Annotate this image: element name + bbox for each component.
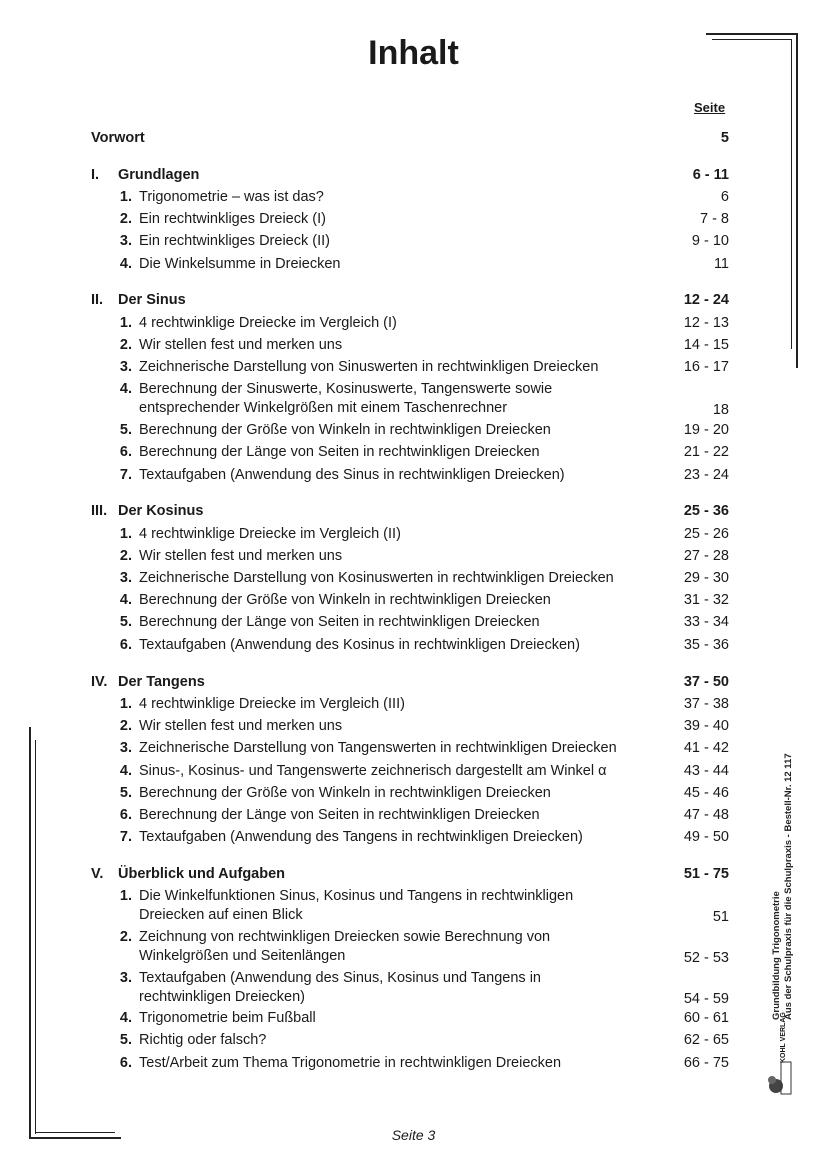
toc-item (0, 828, 827, 847)
item-title-line: Textaufgaben (Anwendung des Sinus in rechtwinkligen Dreiecken) (139, 467, 565, 483)
item-pages: 18 (712, 402, 729, 418)
section-title: Überblick und Aufgaben (118, 866, 286, 882)
sidebar-line-1: Grundbildung Trigonometrie (771, 891, 782, 1020)
toc-item (0, 784, 827, 803)
item-title-line: Winkelgrößen und Seitenlängen (139, 948, 346, 964)
toc-item (0, 969, 827, 1007)
item-number: 6. (119, 807, 132, 823)
toc-item (0, 739, 827, 758)
item-number: 3. (119, 740, 132, 756)
item-pages: 6 (720, 189, 729, 205)
item-number: 2. (119, 211, 132, 227)
item-pages: 16 - 17 (683, 359, 729, 375)
item-title-line: 4 rechtwinklige Dreiecke im Vergleich (II) (139, 526, 401, 542)
item-number: 6. (119, 1055, 132, 1071)
item-pages: 62 - 65 (683, 1032, 729, 1048)
section-pages: 6 - 11 (692, 167, 729, 183)
item-number: 4. (119, 256, 132, 272)
toc-item (0, 443, 827, 462)
item-title-line: Test/Arbeit zum Thema Trigonometrie in rechtwinkligen Dreiecken (139, 1055, 562, 1071)
item-title-line: Sinus-, Kosinus- und Tangenswerte zeichnerisch dargestellt am Winkel α (139, 763, 607, 779)
item-pages: 52 - 53 (683, 950, 729, 966)
item-number: 4. (119, 1010, 132, 1026)
item-pages: 27 - 28 (683, 548, 729, 564)
item-pages: 12 - 13 (683, 315, 729, 331)
item-title-line: Berechnung der Sinuswerte, Kosinuswerte, Tangenswerte sowie (139, 381, 553, 397)
vorwort-pages: 5 (720, 130, 729, 146)
item-number: 7. (119, 467, 132, 483)
toc-item (0, 613, 827, 632)
item-pages: 49 - 50 (683, 829, 729, 845)
item-title-line: Berechnung der Länge von Seiten in rechtwinkligen Dreiecken (139, 444, 540, 460)
item-title-line: Zeichnerische Darstellung von Kosinuswerten in rechtwinkligen Dreiecken (139, 570, 614, 586)
item-title-line: Zeichnerische Darstellung von Sinuswerten in rechtwinkligen Dreiecken (139, 359, 599, 375)
toc-item (0, 380, 827, 418)
item-number: 7. (119, 829, 132, 845)
item-pages: 35 - 36 (683, 637, 729, 653)
item-number: 2. (119, 337, 132, 353)
item-title-line: Zeichnerische Darstellung von Tangenswerten in rechtwinkligen Dreiecken (139, 740, 617, 756)
toc-item (0, 1009, 827, 1028)
item-pages: 19 - 20 (683, 422, 729, 438)
item-title-line: Richtig oder falsch? (139, 1032, 267, 1048)
vorwort-label: Vorwort (91, 130, 145, 146)
item-pages: 60 - 61 (683, 1010, 729, 1026)
item-title-line: Ein rechtwinkliges Dreieck (I) (139, 211, 326, 227)
toc-item (0, 188, 827, 207)
item-number: 3. (119, 570, 132, 586)
toc-item (0, 1054, 827, 1073)
item-title-line: rechtwinkligen Dreiecken) (139, 989, 306, 1005)
item-pages: 31 - 32 (683, 592, 729, 608)
item-pages: 25 - 26 (683, 526, 729, 542)
toc-item (0, 421, 827, 440)
item-pages: 7 - 8 (699, 211, 729, 227)
item-title-line: Berechnung der Größe von Winkeln in rechtwinkligen Dreiecken (139, 785, 551, 801)
item-number: 3. (119, 233, 132, 249)
publisher-sidebar (771, 720, 811, 1020)
toc-item (0, 887, 827, 925)
item-title-line: Berechnung der Länge von Seiten in rechtwinkligen Dreiecken (139, 807, 540, 823)
item-number: 5. (119, 422, 132, 438)
item-title-line: Dreiecken auf einen Blick (139, 907, 303, 923)
item-number: 5. (119, 614, 132, 630)
publisher-logo-icon (766, 1058, 796, 1096)
item-title-line: 4 rechtwinklige Dreiecke im Vergleich (III) (139, 696, 405, 712)
section-number: II. (91, 292, 104, 308)
toc-item (0, 336, 827, 355)
sidebar-line-2: Aus der Schulpraxis für die Schulpraxis - Bestell-Nr. 12 117 (783, 753, 794, 1020)
toc-item (0, 695, 827, 714)
item-number: 5. (119, 785, 132, 801)
item-number: 4. (119, 763, 132, 779)
item-title-line: 4 rechtwinklige Dreiecke im Vergleich (I) (139, 315, 397, 331)
item-pages: 23 - 24 (683, 467, 729, 483)
section-number: V. (91, 866, 104, 882)
toc-item (0, 591, 827, 610)
item-pages: 43 - 44 (683, 763, 729, 779)
item-title-line: Berechnung der Größe von Winkeln in rechtwinkligen Dreiecken (139, 422, 551, 438)
section-pages: 51 - 75 (683, 866, 729, 882)
item-number: 3. (119, 359, 132, 375)
toc-item (0, 636, 827, 655)
toc-item (0, 255, 827, 274)
section-number: III. (91, 503, 108, 519)
item-pages: 47 - 48 (683, 807, 729, 823)
item-title-line: Textaufgaben (Anwendung des Tangens in rechtwinkligen Dreiecken) (139, 829, 583, 845)
toc-item (0, 547, 827, 566)
item-pages: 14 - 15 (683, 337, 729, 353)
toc-item (0, 525, 827, 544)
item-number: 1. (119, 189, 132, 205)
item-pages: 54 - 59 (683, 991, 729, 1007)
section-number: IV. (91, 674, 108, 690)
item-number: 6. (119, 637, 132, 653)
toc-item (0, 210, 827, 229)
item-title-line: Die Winkelfunktionen Sinus, Kosinus und Tangens in rechtwinkligen (139, 888, 574, 904)
item-title-line: Zeichnung von rechtwinkligen Dreiecken sowie Berechnung von (139, 929, 551, 945)
section-pages: 37 - 50 (683, 674, 729, 690)
item-pages: 45 - 46 (683, 785, 729, 801)
item-pages: 29 - 30 (683, 570, 729, 586)
item-title-line: Wir stellen fest und merken uns (139, 718, 343, 734)
item-title-line: Wir stellen fest und merken uns (139, 337, 343, 353)
item-number: 4. (119, 592, 132, 608)
item-title-line: entsprechender Winkelgrößen mit einem Taschenrechner (139, 400, 508, 416)
item-number: 2. (119, 718, 132, 734)
page-column-header: Seite (694, 100, 726, 115)
item-pages: 21 - 22 (683, 444, 729, 460)
toc-item (0, 1031, 827, 1050)
item-title-line: Trigonometrie – was ist das? (139, 189, 324, 205)
item-number: 3. (119, 970, 132, 986)
item-title-line: Textaufgaben (Anwendung des Sinus, Kosinus und Tangens in (139, 970, 541, 986)
section-title: Grundlagen (118, 167, 200, 183)
item-pages: 51 (712, 909, 729, 925)
item-title-line: Berechnung der Größe von Winkeln in rechtwinkligen Dreiecken (139, 592, 551, 608)
item-title-line: Die Winkelsumme in Dreiecken (139, 256, 341, 272)
item-title-line: Textaufgaben (Anwendung des Kosinus in rechtwinkligen Dreiecken) (139, 637, 580, 653)
toc-item (0, 314, 827, 333)
item-title-line: Trigonometrie beim Fußball (139, 1010, 316, 1026)
section-pages: 12 - 24 (683, 292, 729, 308)
section-title: Der Kosinus (118, 503, 204, 519)
item-number: 2. (119, 929, 132, 945)
item-number: 1. (119, 888, 132, 904)
item-pages: 66 - 75 (683, 1055, 729, 1071)
item-pages: 37 - 38 (683, 696, 729, 712)
section-pages: 25 - 36 (683, 503, 729, 519)
toc-item (0, 717, 827, 736)
toc-item (0, 569, 827, 588)
item-title-line: Wir stellen fest und merken uns (139, 548, 343, 564)
toc-item (0, 762, 827, 781)
section-title: Der Sinus (118, 292, 186, 308)
item-title-line: Ein rechtwinkliges Dreieck (II) (139, 233, 330, 249)
item-number: 6. (119, 444, 132, 460)
item-pages: 11 (713, 256, 729, 272)
item-number: 1. (119, 315, 132, 331)
item-pages: 39 - 40 (683, 718, 729, 734)
section-title: Der Tangens (118, 674, 205, 690)
publisher-name: KOHL VERLAG (780, 1012, 787, 1063)
toc-item (0, 358, 827, 377)
item-number: 5. (119, 1032, 132, 1048)
toc-item (0, 806, 827, 825)
toc-item (0, 232, 827, 251)
item-pages: 33 - 34 (683, 614, 729, 630)
section-number: I. (91, 167, 100, 183)
item-number: 4. (119, 381, 132, 397)
toc-item (0, 928, 827, 966)
page-title: Inhalt (368, 34, 459, 72)
toc-item (0, 466, 827, 485)
page-footer: Seite 3 (391, 1127, 436, 1143)
item-pages: 9 - 10 (691, 233, 729, 249)
item-number: 2. (119, 548, 132, 564)
item-number: 1. (119, 696, 132, 712)
item-number: 1. (119, 526, 132, 542)
item-title-line: Berechnung der Länge von Seiten in rechtwinkligen Dreiecken (139, 614, 540, 630)
item-pages: 41 - 42 (683, 740, 729, 756)
